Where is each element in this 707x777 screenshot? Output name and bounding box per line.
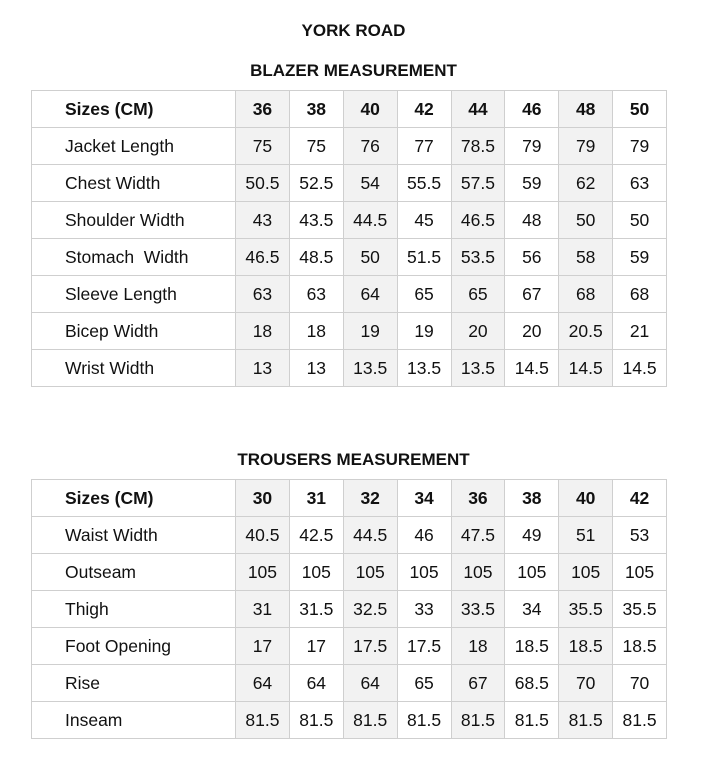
value-cell: 68 bbox=[559, 276, 613, 313]
value-cell: 67 bbox=[451, 665, 505, 702]
row-label: Foot Opening bbox=[32, 628, 236, 665]
value-cell: 105 bbox=[397, 554, 451, 591]
value-cell: 50.5 bbox=[236, 165, 290, 202]
trousers-table-title: TROUSERS MEASUREMENT bbox=[237, 450, 470, 469]
size-header-cell: 42 bbox=[613, 480, 667, 517]
value-cell: 31 bbox=[236, 591, 290, 628]
value-cell: 70 bbox=[559, 665, 613, 702]
value-cell: 21 bbox=[613, 313, 667, 350]
value-cell: 81.5 bbox=[236, 702, 290, 739]
value-cell: 45 bbox=[397, 202, 451, 239]
size-header-cell: 32 bbox=[343, 480, 397, 517]
value-cell: 50 bbox=[343, 239, 397, 276]
value-cell: 51 bbox=[559, 517, 613, 554]
value-cell: 54 bbox=[343, 165, 397, 202]
value-cell: 19 bbox=[397, 313, 451, 350]
table-row bbox=[32, 554, 667, 591]
value-cell: 43 bbox=[236, 202, 290, 239]
value-cell: 20 bbox=[451, 313, 505, 350]
value-cell: 14.5 bbox=[505, 350, 559, 387]
value-cell: 18.5 bbox=[505, 628, 559, 665]
table-row bbox=[32, 350, 667, 387]
size-header-cell: 38 bbox=[289, 91, 343, 128]
value-cell: 51.5 bbox=[397, 239, 451, 276]
value-cell: 77 bbox=[397, 128, 451, 165]
value-cell: 64 bbox=[289, 665, 343, 702]
value-cell: 81.5 bbox=[505, 702, 559, 739]
value-cell: 65 bbox=[397, 276, 451, 313]
value-cell: 50 bbox=[613, 202, 667, 239]
value-cell: 49 bbox=[505, 517, 559, 554]
value-cell: 79 bbox=[613, 128, 667, 165]
value-cell: 31.5 bbox=[289, 591, 343, 628]
size-header-cell: 31 bbox=[289, 480, 343, 517]
value-cell: 79 bbox=[559, 128, 613, 165]
value-cell: 32.5 bbox=[343, 591, 397, 628]
size-header-cell: 46 bbox=[505, 91, 559, 128]
value-cell: 14.5 bbox=[559, 350, 613, 387]
value-cell: 62 bbox=[559, 165, 613, 202]
blazer-size-table bbox=[31, 90, 667, 387]
value-cell: 81.5 bbox=[343, 702, 397, 739]
value-cell: 17.5 bbox=[397, 628, 451, 665]
table-row bbox=[32, 665, 667, 702]
value-cell: 81.5 bbox=[451, 702, 505, 739]
header-label: Sizes (CM) bbox=[32, 480, 236, 517]
value-cell: 78.5 bbox=[451, 128, 505, 165]
value-cell: 105 bbox=[343, 554, 397, 591]
value-cell: 105 bbox=[451, 554, 505, 591]
value-cell: 48.5 bbox=[289, 239, 343, 276]
size-header-cell: 38 bbox=[505, 480, 559, 517]
value-cell: 59 bbox=[505, 165, 559, 202]
size-header-cell: 44 bbox=[451, 91, 505, 128]
size-header-cell: 48 bbox=[559, 91, 613, 128]
size-header-cell: 40 bbox=[343, 91, 397, 128]
table-row bbox=[32, 517, 667, 554]
value-cell: 17 bbox=[236, 628, 290, 665]
size-header-cell: 40 bbox=[559, 480, 613, 517]
row-label: Jacket Length bbox=[32, 128, 236, 165]
value-cell: 63 bbox=[613, 165, 667, 202]
table-row bbox=[32, 591, 667, 628]
value-cell: 13 bbox=[289, 350, 343, 387]
row-label: Outseam bbox=[32, 554, 236, 591]
size-header-cell: 30 bbox=[236, 480, 290, 517]
row-label: Stomach Width bbox=[32, 239, 236, 276]
value-cell: 105 bbox=[236, 554, 290, 591]
value-cell: 105 bbox=[505, 554, 559, 591]
value-cell: 18 bbox=[289, 313, 343, 350]
value-cell: 52.5 bbox=[289, 165, 343, 202]
value-cell: 40.5 bbox=[236, 517, 290, 554]
value-cell: 33 bbox=[397, 591, 451, 628]
value-cell: 57.5 bbox=[451, 165, 505, 202]
size-header-cell: 36 bbox=[451, 480, 505, 517]
size-header-cell: 50 bbox=[613, 91, 667, 128]
value-cell: 13.5 bbox=[397, 350, 451, 387]
value-cell: 19 bbox=[343, 313, 397, 350]
value-cell: 20 bbox=[505, 313, 559, 350]
value-cell: 53 bbox=[613, 517, 667, 554]
row-label: Rise bbox=[32, 665, 236, 702]
value-cell: 13 bbox=[236, 350, 290, 387]
row-label: Chest Width bbox=[32, 165, 236, 202]
value-cell: 18.5 bbox=[559, 628, 613, 665]
value-cell: 75 bbox=[289, 128, 343, 165]
row-label: Inseam bbox=[32, 702, 236, 739]
value-cell: 79 bbox=[505, 128, 559, 165]
value-cell: 18.5 bbox=[613, 628, 667, 665]
value-cell: 59 bbox=[613, 239, 667, 276]
table-row bbox=[32, 239, 667, 276]
row-label: Shoulder Width bbox=[32, 202, 236, 239]
table-row bbox=[32, 128, 667, 165]
value-cell: 65 bbox=[397, 665, 451, 702]
table-row bbox=[32, 202, 667, 239]
value-cell: 68 bbox=[613, 276, 667, 313]
value-cell: 47.5 bbox=[451, 517, 505, 554]
blazer-table-title: BLAZER MEASUREMENT bbox=[250, 61, 457, 80]
value-cell: 58 bbox=[559, 239, 613, 276]
value-cell: 35.5 bbox=[559, 591, 613, 628]
size-header-cell: 34 bbox=[397, 480, 451, 517]
value-cell: 64 bbox=[343, 665, 397, 702]
value-cell: 18 bbox=[451, 628, 505, 665]
value-cell: 50 bbox=[559, 202, 613, 239]
size-header-cell: 42 bbox=[397, 91, 451, 128]
value-cell: 20.5 bbox=[559, 313, 613, 350]
value-cell: 17.5 bbox=[343, 628, 397, 665]
value-cell: 81.5 bbox=[289, 702, 343, 739]
value-cell: 48 bbox=[505, 202, 559, 239]
value-cell: 53.5 bbox=[451, 239, 505, 276]
row-label: Sleeve Length bbox=[32, 276, 236, 313]
row-label: Bicep Width bbox=[32, 313, 236, 350]
value-cell: 67 bbox=[505, 276, 559, 313]
value-cell: 17 bbox=[289, 628, 343, 665]
value-cell: 76 bbox=[343, 128, 397, 165]
value-cell: 75 bbox=[236, 128, 290, 165]
value-cell: 46.5 bbox=[236, 239, 290, 276]
header-label: Sizes (CM) bbox=[32, 91, 236, 128]
value-cell: 55.5 bbox=[397, 165, 451, 202]
size-header-cell: 36 bbox=[236, 91, 290, 128]
table-row bbox=[32, 702, 667, 739]
value-cell: 33.5 bbox=[451, 591, 505, 628]
value-cell: 68.5 bbox=[505, 665, 559, 702]
value-cell: 70 bbox=[613, 665, 667, 702]
trousers-size-table bbox=[31, 479, 667, 739]
value-cell: 46.5 bbox=[451, 202, 505, 239]
value-cell: 64 bbox=[236, 665, 290, 702]
table-row bbox=[32, 276, 667, 313]
value-cell: 56 bbox=[505, 239, 559, 276]
row-label: Waist Width bbox=[32, 517, 236, 554]
value-cell: 13.5 bbox=[451, 350, 505, 387]
value-cell: 81.5 bbox=[559, 702, 613, 739]
row-label: Thigh bbox=[32, 591, 236, 628]
row-label: Wrist Width bbox=[32, 350, 236, 387]
value-cell: 105 bbox=[559, 554, 613, 591]
value-cell: 63 bbox=[236, 276, 290, 313]
value-cell: 44.5 bbox=[343, 202, 397, 239]
table-row bbox=[32, 165, 667, 202]
brand-title: YORK ROAD bbox=[301, 21, 406, 40]
value-cell: 42.5 bbox=[289, 517, 343, 554]
table-header-row bbox=[32, 480, 667, 517]
value-cell: 18 bbox=[236, 313, 290, 350]
value-cell: 81.5 bbox=[613, 702, 667, 739]
value-cell: 44.5 bbox=[343, 517, 397, 554]
value-cell: 63 bbox=[289, 276, 343, 313]
value-cell: 105 bbox=[289, 554, 343, 591]
value-cell: 34 bbox=[505, 591, 559, 628]
value-cell: 81.5 bbox=[397, 702, 451, 739]
table-row bbox=[32, 313, 667, 350]
table-header-row bbox=[32, 91, 667, 128]
table-row bbox=[32, 628, 667, 665]
value-cell: 35.5 bbox=[613, 591, 667, 628]
value-cell: 13.5 bbox=[343, 350, 397, 387]
value-cell: 43.5 bbox=[289, 202, 343, 239]
value-cell: 105 bbox=[613, 554, 667, 591]
value-cell: 64 bbox=[343, 276, 397, 313]
value-cell: 14.5 bbox=[613, 350, 667, 387]
value-cell: 65 bbox=[451, 276, 505, 313]
value-cell: 46 bbox=[397, 517, 451, 554]
